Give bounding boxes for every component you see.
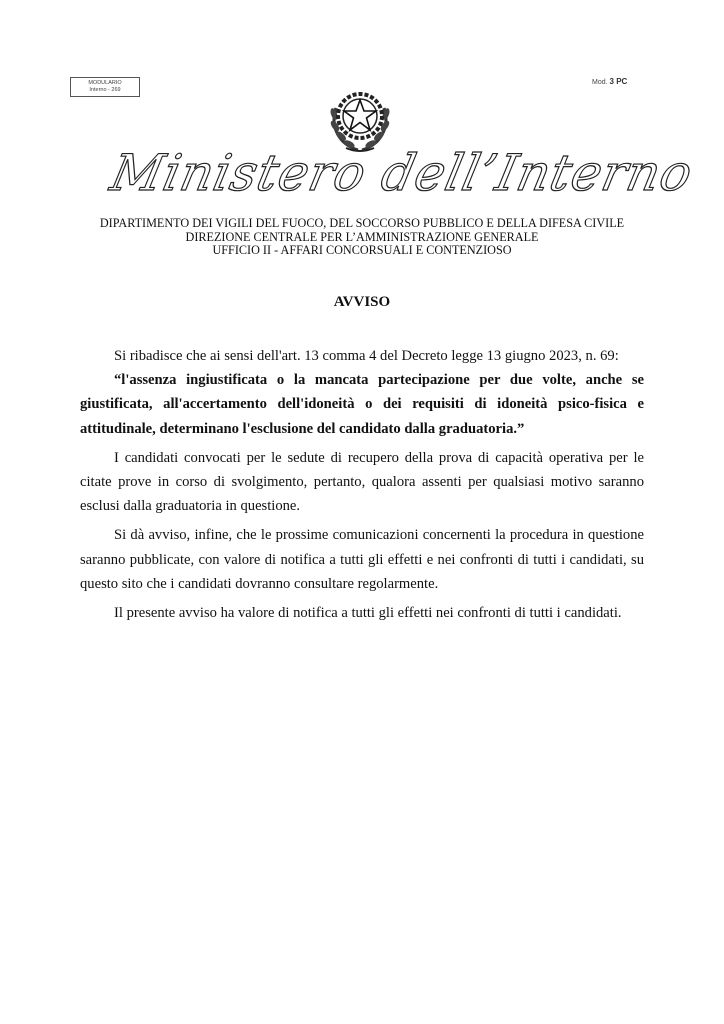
model-label: Mod. <box>592 79 608 86</box>
model-number: 3 PC <box>609 77 628 86</box>
quoted-provision: “l'assenza ingiustificata o la mancata partecipazione per due volte, anche se giustificata, all'accertamento dell'idoneità o dei requisiti di idoneità psico-fisica e attitudinale, determinano l'esclusione del candidato dalla graduatoria.” <box>80 372 644 437</box>
modulario-box <box>70 77 140 97</box>
department-line: DIPARTIMENTO DEI VIGILI DEL FUOCO, DEL SOCCORSO PUBBLICO E DELLA DIFESA CIVILE <box>99 216 625 230</box>
notice-title: AVVISO <box>333 294 391 310</box>
modulario-code: Interno - 269 <box>89 87 121 93</box>
modulario-label: MODULARIO <box>88 80 122 86</box>
intro-paragraph: Si ribadisce che ai sensi dell'art. 13 comma 4 del Decreto legge 13 giugno 2023, n. 69: <box>114 348 619 364</box>
notice-body <box>80 344 644 625</box>
department-header <box>0 217 724 258</box>
paragraph-communications: Si dà avviso, infine, che le prossime comunicazioni concernenti la procedura in questione saranno pubblicate, con valore di notifica a tutti gli effetti e nei confronti di tutti i candidati, su questo sito che i candidati dovranno consultare regolarmente. <box>80 527 644 592</box>
directorate-line: DIREZIONE CENTRALE PER L’AMMINISTRAZIONE GENERALE <box>185 229 539 244</box>
office-line: UFFICIO II - AFFARI CONCORSUALI E CONTENZIOSO <box>212 243 512 257</box>
ministry-name-logo: Ministero dell’Interno <box>105 144 699 202</box>
model-code <box>592 77 627 86</box>
paragraph-notification: Il presente avviso ha valore di notifica a tutti gli effetti nei confronti di tutti i candidati. <box>114 605 622 622</box>
paragraph-candidates: I candidati convocati per le sedute di recupero della prova di capacità operativa per le citate prove in corso di svolgimento, pertanto, qualora assenti per qualsiasi motivo saranno esclusi dalla graduatoria in questione. <box>80 449 644 515</box>
